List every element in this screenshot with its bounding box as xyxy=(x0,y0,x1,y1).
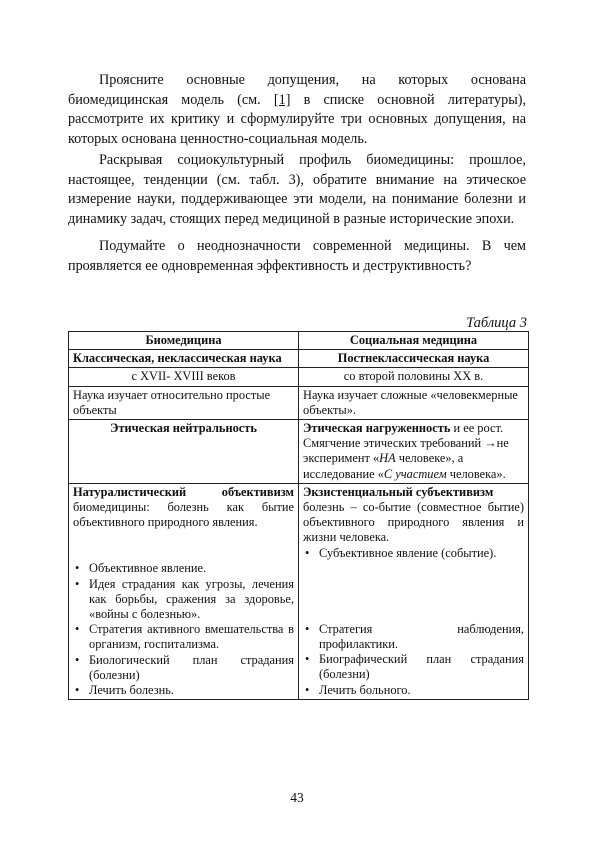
cell-text: и ее рост. Смягчение этических требований →не эксперимент « xyxy=(303,421,509,466)
table-row xyxy=(69,368,529,386)
cell-text: человеке», а исследование « xyxy=(303,451,464,481)
cell-italic-text: С участием xyxy=(383,466,447,481)
list-item: • Субъективное явление (событие). xyxy=(303,546,524,561)
cell-text: человека». xyxy=(446,466,506,481)
spacer xyxy=(73,530,294,561)
header-social-medicine: Социальная медицина xyxy=(299,332,529,350)
page-number: 43 xyxy=(290,790,304,805)
cell-period-right: со второй половины XX в. xyxy=(299,368,529,386)
paragraph-biomedical-model xyxy=(68,71,526,149)
list-item: • Биографический план страдания (болезни) xyxy=(303,652,524,682)
cell-ethical-neutrality: Этическая нейтральность xyxy=(69,420,299,484)
list-item: • Лечить болезнь. xyxy=(73,683,294,698)
list-item: • Объективное явление. xyxy=(73,561,294,576)
paragraph-text: в списке основной литературы), рассмотрите их критику и сформулируйте три основных допущения, на которых основана ценностно-социальная модель. xyxy=(68,91,526,147)
cell-complex-objects: Наука изучает сложные «человекмерные объекты». xyxy=(299,386,529,419)
list-item: • Лечить больного. xyxy=(303,683,524,698)
cell-bold-heading: Экзистенциальный субъективизм xyxy=(303,484,494,499)
header-biomedicine: Биомедицина xyxy=(69,332,299,350)
cell-bold-text: Этическая нагруженность xyxy=(303,421,451,436)
comparison-table xyxy=(68,331,529,700)
list-item: • Стратегия активного вмешательства в организм, госпитализма. xyxy=(73,622,294,652)
table-row xyxy=(69,350,529,368)
cell-italic-text: НА xyxy=(379,451,396,466)
left-bullet-list xyxy=(73,561,294,698)
list-item: • Идея страдания как угрозы, лечения как борьбы, сражения за здоровье, «войны с болезнью». xyxy=(73,577,294,623)
cell-classical-science xyxy=(69,350,299,368)
reference-link[interactable]: [1] xyxy=(273,91,291,108)
cell-text: биомедицины: болезнь как бытие объективного природного явления. xyxy=(73,500,294,530)
table-caption: Таблица 3 xyxy=(466,315,527,331)
cell-naturalistic-objectivism xyxy=(69,483,299,699)
table-row xyxy=(69,483,529,699)
cell-text: болезнь – со-бытие (совместное бытие) объективного природного явления и жизни человека. xyxy=(303,500,524,545)
paragraph-ambiguity: Подумайте о неоднозначности современной медицины. В чем проявляется ее одновременная эффективность и деструктивность? xyxy=(68,238,526,274)
cell-simple-objects: Наука изучает относительно простые объекты xyxy=(69,386,299,419)
list-item: • Биологический план страдания (болезни) xyxy=(73,653,294,683)
list-item: • Стратегия наблюдения, профилактики. xyxy=(303,622,524,652)
paragraph-text: Проясните основные допущения, на которых основана биомедицинская модель (см. xyxy=(68,72,526,108)
paragraph-sociocultural-profile: Раскрывая социокультурный профиль биомедицины: прошлое, настоящее, тенденции (см. табл. 3), обратите внимание на этическое измерение науки, поддерживающее эти модели, на понимание болезни и динамику задач, стоящих перед медициной в разные исторические эпохи. xyxy=(68,152,526,227)
cell-postnonclassical-science: Постнеклассическая наука xyxy=(299,350,529,368)
table-row xyxy=(69,386,529,419)
cell-period-left: с XVII- XVIII веков xyxy=(69,368,299,386)
table-row xyxy=(69,420,529,484)
cell-existential-subjectivism xyxy=(299,483,529,699)
cell-ethical-load xyxy=(299,420,529,484)
table-header-row xyxy=(69,332,529,350)
cell-bold-heading: Натуралистический объективизм xyxy=(73,484,294,499)
cell-text: Классическая, неклассическая наука xyxy=(73,351,282,366)
right-bullet-list xyxy=(303,546,524,698)
